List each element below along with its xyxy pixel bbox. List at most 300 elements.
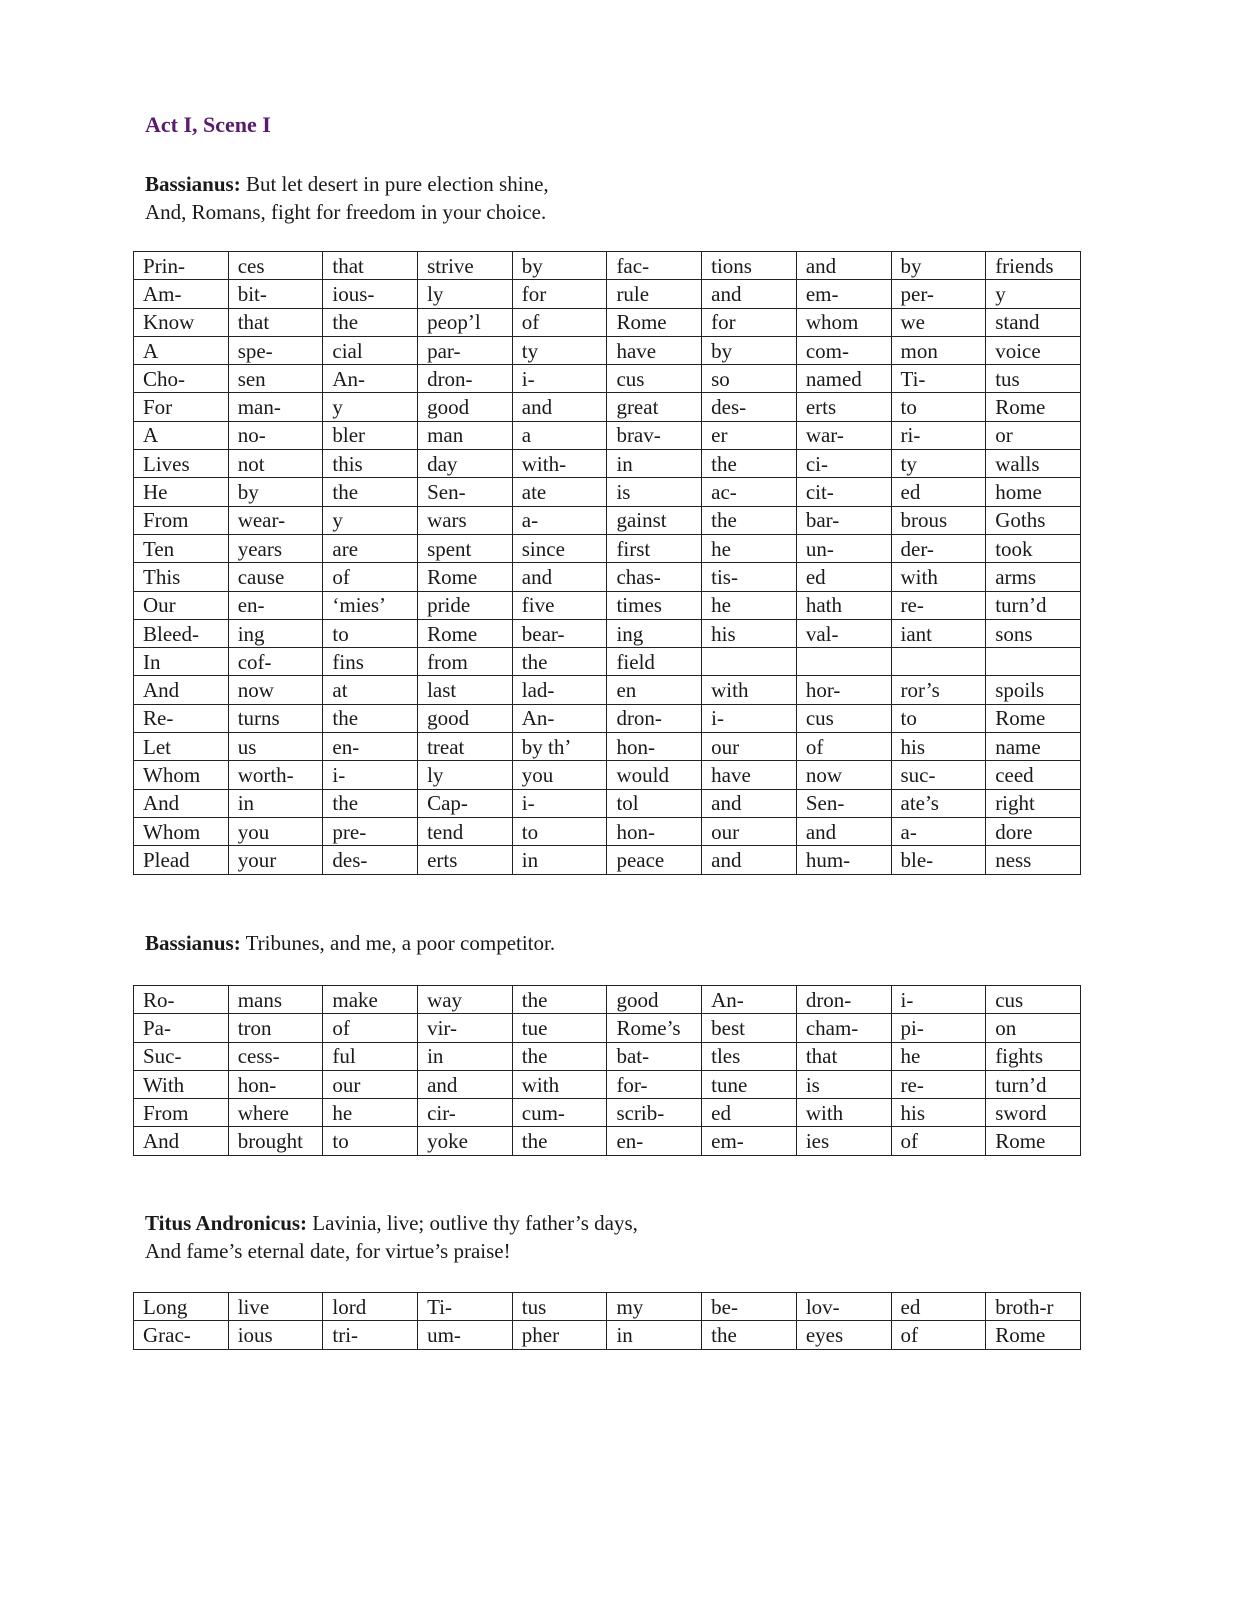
syllable-cell: gainst [607,506,702,534]
syllable-cell: pride [418,591,513,619]
syllable-cell: of [891,1127,986,1155]
syllable-cell: at [323,676,418,704]
speech-text: But let desert in pure election shine, [240,172,549,196]
syllable-cell: tions [702,252,797,280]
syllable-cell: first [607,534,702,562]
syllable-cell: chas- [607,563,702,591]
speech-titus [145,1209,638,1265]
speech-text: And, Romans, fight for freedom in your choice. [145,200,547,224]
syllable-cell: last [418,676,513,704]
syllable-cell: bar- [796,506,891,534]
syllable-cell: and [702,846,797,874]
syllable-cell: are [323,534,418,562]
syllable-cell: Ti- [418,1293,513,1321]
syllable-cell: cess- [228,1042,323,1070]
syllable-cell: sword [986,1099,1081,1127]
syllable-cell: and [512,393,607,421]
syllable-cell: live [228,1293,323,1321]
syllable-cell: in [418,1042,513,1070]
syllable-cell: ious- [323,280,418,308]
syllable-cell: his [891,733,986,761]
syllable-cell: in [228,789,323,817]
syllable-cell: re- [891,1070,986,1098]
table-row [134,336,1081,364]
table-row [134,648,1081,676]
syllable-cell: wars [418,506,513,534]
syllable-cell: field [607,648,702,676]
syllable-cell: years [228,534,323,562]
syllable-cell: brav- [607,421,702,449]
syllable-table-2 [133,985,1081,1156]
syllable-cell: hum- [796,846,891,874]
syllable-cell: ci- [796,450,891,478]
syllable-cell: strive [418,252,513,280]
syllable-cell: your [228,846,323,874]
syllable-cell: to [891,393,986,421]
syllable-cell: And [134,1127,229,1155]
syllable-cell: fac- [607,252,702,280]
syllable-cell: lord [323,1293,418,1321]
syllable-cell: bler [323,421,418,449]
syllable-cell: Rome [986,1321,1081,1349]
syllable-cell: en- [228,591,323,619]
syllable-cell: dron- [607,704,702,732]
syllable-cell: em- [702,1127,797,1155]
syllable-cell: the [323,308,418,336]
table-row [134,534,1081,562]
syllable-cell: des- [323,846,418,874]
syllable-cell [702,648,797,676]
speaker-name: Bassianus: [145,172,241,196]
syllable-cell: y [323,393,418,421]
syllable-cell: to [323,619,418,647]
syllable-cell: with [891,563,986,591]
speech-bassianus-1 [145,170,549,226]
syllable-cell: cus [986,986,1081,1014]
table-row [134,563,1081,591]
syllable-cell: And [134,676,229,704]
syllable-cell: of [323,1014,418,1042]
table-row [134,1099,1081,1127]
syllable-cell: is [796,1070,891,1098]
syllable-cell: dore [986,817,1081,845]
syllable-cell: tune [702,1070,797,1098]
syllable-cell: and [796,817,891,845]
table-row [134,761,1081,789]
syllable-cell: hon- [607,733,702,761]
syllable-cell: have [702,761,797,789]
syllable-cell: lov- [796,1293,891,1321]
syllable-cell: pher [512,1321,607,1349]
syllable-cell: tend [418,817,513,845]
syllable-cell: wear- [228,506,323,534]
syllable-cell: with- [512,450,607,478]
syllable-cell: yoke [418,1127,513,1155]
syllable-cell: be- [702,1293,797,1321]
syllable-cell: Our [134,591,229,619]
syllable-cell: peace [607,846,702,874]
syllable-cell: Rome [418,563,513,591]
syllable-cell: from [418,648,513,676]
syllable-cell: ate’s [891,789,986,817]
syllable-cell: Ti- [891,365,986,393]
syllable-cell: spoils [986,676,1081,704]
syllable-cell: From [134,1099,229,1127]
syllable-cell: Rome [986,704,1081,732]
syllable-cell: re- [891,591,986,619]
syllable-cell: cir- [418,1099,513,1127]
syllable-cell: by [891,252,986,280]
syllable-cell: i- [891,986,986,1014]
syllable-cell: pre- [323,817,418,845]
table-row [134,846,1081,874]
syllable-cell: Prin- [134,252,229,280]
syllable-cell: um- [418,1321,513,1349]
syllable-cell: Long [134,1293,229,1321]
syllable-cell: sen [228,365,323,393]
table-row [134,308,1081,336]
syllable-cell: Know [134,308,229,336]
syllable-cell: Rome [986,393,1081,421]
syllable-cell: ness [986,846,1081,874]
syllable-cell: our [702,733,797,761]
table-row [134,421,1081,449]
syllable-cell: tol [607,789,702,817]
syllable-cell: arms [986,563,1081,591]
syllable-cell: hor- [796,676,891,704]
syllable-table-1 [133,251,1081,875]
table-row [134,789,1081,817]
syllable-cell: right [986,789,1081,817]
syllable-cell: Re- [134,704,229,732]
table-row [134,619,1081,647]
syllable-cell: i- [323,761,418,789]
syllable-cell: good [607,986,702,1014]
syllable-cell: you [228,817,323,845]
syllable-cell: With [134,1070,229,1098]
syllable-cell: fins [323,648,418,676]
syllable-cell: der- [891,534,986,562]
syllable-cell: his [702,619,797,647]
syllable-cell: the [702,1321,797,1349]
syllable-cell: have [607,336,702,364]
syllable-cell: Plead [134,846,229,874]
syllable-cell: and [512,563,607,591]
syllable-cell: Pa- [134,1014,229,1042]
syllable-cell: An- [512,704,607,732]
syllable-cell: you [512,761,607,789]
syllable-cell: Goths [986,506,1081,534]
syllable-cell: tue [512,1014,607,1042]
syllable-cell: He [134,478,229,506]
table-row [134,393,1081,421]
syllable-cell: so [702,365,797,393]
table-row [134,450,1081,478]
syllable-cell: i- [702,704,797,732]
syllable-cell: ly [418,280,513,308]
syllable-cell: hon- [228,1070,323,1098]
syllable-cell: he [702,591,797,619]
syllable-table-3 [133,1292,1081,1350]
syllable-cell: y [323,506,418,534]
syllable-cell: of [323,563,418,591]
syllable-cell: great [607,393,702,421]
syllable-cell: Whom [134,817,229,845]
syllable-cell: man [418,421,513,449]
syllable-cell: the [702,506,797,534]
syllable-cell: treat [418,733,513,761]
syllable-cell: ceed [986,761,1081,789]
syllable-cell: cause [228,563,323,591]
syllable-cell: to [891,704,986,732]
speech-text: Tribunes, and me, a poor competitor. [240,931,556,955]
syllable-cell: par- [418,336,513,364]
syllable-cell: not [228,450,323,478]
syllable-cell: a- [512,506,607,534]
syllable-cell: war- [796,421,891,449]
syllable-cell: broth-r [986,1293,1081,1321]
syllable-cell: ious [228,1321,323,1349]
syllable-cell: no- [228,421,323,449]
syllable-cell: with [702,676,797,704]
syllable-cell: way [418,986,513,1014]
syllable-cell: and [702,789,797,817]
syllable-cell: sons [986,619,1081,647]
syllable-cell: suc- [891,761,986,789]
syllable-cell: i- [512,789,607,817]
syllable-cell: our [702,817,797,845]
syllable-cell: ly [418,761,513,789]
syllable-cell [986,648,1081,676]
syllable-cell: Rome’s [607,1014,702,1042]
syllable-cell: ty [512,336,607,364]
syllable-cell: whom [796,308,891,336]
syllable-cell: val- [796,619,891,647]
syllable-cell: good [418,704,513,732]
syllable-cell: dron- [418,365,513,393]
syllable-cell: of [796,733,891,761]
syllable-cell: stand [986,308,1081,336]
syllable-cell: tis- [702,563,797,591]
syllable-cell: ies [796,1127,891,1155]
syllable-cell: Let [134,733,229,761]
syllable-cell: An- [702,986,797,1014]
table-row [134,591,1081,619]
syllable-cell: hon- [607,817,702,845]
syllable-cell: Rome [986,1127,1081,1155]
syllable-cell: and [418,1070,513,1098]
syllable-cell: bit- [228,280,323,308]
speech-text: And fame’s eternal date, for virtue’s praise! [145,1239,511,1263]
syllable-cell: A [134,421,229,449]
syllable-cell: scrib- [607,1099,702,1127]
syllable-cell: tri- [323,1321,418,1349]
syllable-cell: A [134,336,229,364]
syllable-cell: now [228,676,323,704]
syllable-cell: a- [891,817,986,845]
speech-text: Lavinia, live; outlive thy father’s days, [307,1211,638,1235]
syllable-cell: pi- [891,1014,986,1042]
syllable-cell: cit- [796,478,891,506]
syllable-cell: on [986,1014,1081,1042]
syllable-cell: is [607,478,702,506]
syllable-cell [891,648,986,676]
syllable-cell: for- [607,1070,702,1098]
syllable-cell: in [607,1321,702,1349]
syllable-cell: took [986,534,1081,562]
syllable-cell: or [986,421,1081,449]
syllable-cell: the [512,648,607,676]
syllable-cell: this [323,450,418,478]
syllable-cell: to [323,1127,418,1155]
syllable-cell: that [796,1042,891,1070]
syllable-cell: brous [891,506,986,534]
table-row [134,704,1081,732]
syllable-cell: would [607,761,702,789]
syllable-cell: erts [418,846,513,874]
syllable-cell: the [512,1042,607,1070]
syllable-cell: en- [323,733,418,761]
syllable-cell: hath [796,591,891,619]
syllable-cell: Cho- [134,365,229,393]
syllable-cell: a [512,421,607,449]
syllable-cell: cus [796,704,891,732]
syllable-cell: Lives [134,450,229,478]
syllable-cell: the [512,986,607,1014]
syllable-cell: where [228,1099,323,1127]
syllable-cell: y [986,280,1081,308]
syllable-cell: named [796,365,891,393]
speech-line [145,1209,638,1237]
syllable-cell: us [228,733,323,761]
syllable-cell: rule [607,280,702,308]
syllable-cell: For [134,393,229,421]
syllable-cell: in [607,450,702,478]
syllable-cell: the [512,1127,607,1155]
syllable-cell: brought [228,1127,323,1155]
syllable-cell: day [418,450,513,478]
syllable-cell: eyes [796,1321,891,1349]
syllable-cell: peop’l [418,308,513,336]
syllable-cell: spent [418,534,513,562]
syllable-cell: in [512,846,607,874]
table-row [134,280,1081,308]
syllable-cell: mans [228,986,323,1014]
syllable-cell: ty [891,450,986,478]
syllable-cell: by [512,252,607,280]
syllable-cell: ing [228,619,323,647]
syllable-cell: ed [891,478,986,506]
syllable-cell: he [702,534,797,562]
syllable-cell: five [512,591,607,619]
syllable-cell: And [134,789,229,817]
syllable-cell: bear- [512,619,607,647]
syllable-cell: of [891,1321,986,1349]
syllable-cell: fights [986,1042,1081,1070]
syllable-cell: tron [228,1014,323,1042]
syllable-cell: ri- [891,421,986,449]
syllable-cell: good [418,393,513,421]
table-row [134,676,1081,704]
syllable-cell: com- [796,336,891,364]
syllable-cell: our [323,1070,418,1098]
syllable-cell: en [607,676,702,704]
speech-line [145,170,549,198]
syllable-cell: ble- [891,846,986,874]
syllable-cell: name [986,733,1081,761]
syllable-cell: Grac- [134,1321,229,1349]
syllable-cell: dron- [796,986,891,1014]
syllable-cell: ate [512,478,607,506]
table-row [134,252,1081,280]
syllable-cell: ed [702,1099,797,1127]
table-row [134,1127,1081,1155]
syllable-cell: mon [891,336,986,364]
syllable-cell: er [702,421,797,449]
syllable-cell: i- [512,365,607,393]
syllable-cell: ed [891,1293,986,1321]
syllable-cell: cof- [228,648,323,676]
syllable-cell: make [323,986,418,1014]
syllable-cell: Sen- [418,478,513,506]
syllable-cell: vir- [418,1014,513,1042]
syllable-cell: An- [323,365,418,393]
syllable-cell: ful [323,1042,418,1070]
syllable-cell: cial [323,336,418,364]
syllable-cell: Suc- [134,1042,229,1070]
syllable-cell: turn’d [986,591,1081,619]
table-row [134,1014,1081,1042]
syllable-cell: for [512,280,607,308]
syllable-cell: the [702,450,797,478]
syllable-cell: with [512,1070,607,1098]
syllable-cell: he [891,1042,986,1070]
syllable-cell: now [796,761,891,789]
syllable-cell: ing [607,619,702,647]
syllable-cell: tus [986,365,1081,393]
syllable-cell: ces [228,252,323,280]
syllable-cell: voice [986,336,1081,364]
syllable-cell: From [134,506,229,534]
syllable-cell: by th’ [512,733,607,761]
syllable-cell: friends [986,252,1081,280]
syllable-cell: Rome [607,308,702,336]
syllable-cell: his [891,1099,986,1127]
syllable-cell: Bleed- [134,619,229,647]
speaker-name: Bassianus: [145,931,241,955]
table-row [134,1321,1081,1349]
speech-line [145,929,555,957]
scene-heading: Act I, Scene I [145,112,271,137]
syllable-cell: em- [796,280,891,308]
syllable-cell: spe- [228,336,323,364]
syllable-cell: Am- [134,280,229,308]
syllable-cell: we [891,308,986,336]
syllable-cell: bat- [607,1042,702,1070]
syllable-cell: Ten [134,534,229,562]
syllable-cell: times [607,591,702,619]
table-row [134,365,1081,393]
syllable-cell: iant [891,619,986,647]
syllable-cell: Sen- [796,789,891,817]
syllable-cell: cum- [512,1099,607,1127]
syllable-cell: the [323,704,418,732]
syllable-cell: cus [607,365,702,393]
table-row [134,478,1081,506]
table-row [134,733,1081,761]
table-row [134,1042,1081,1070]
syllable-cell: by [228,478,323,506]
